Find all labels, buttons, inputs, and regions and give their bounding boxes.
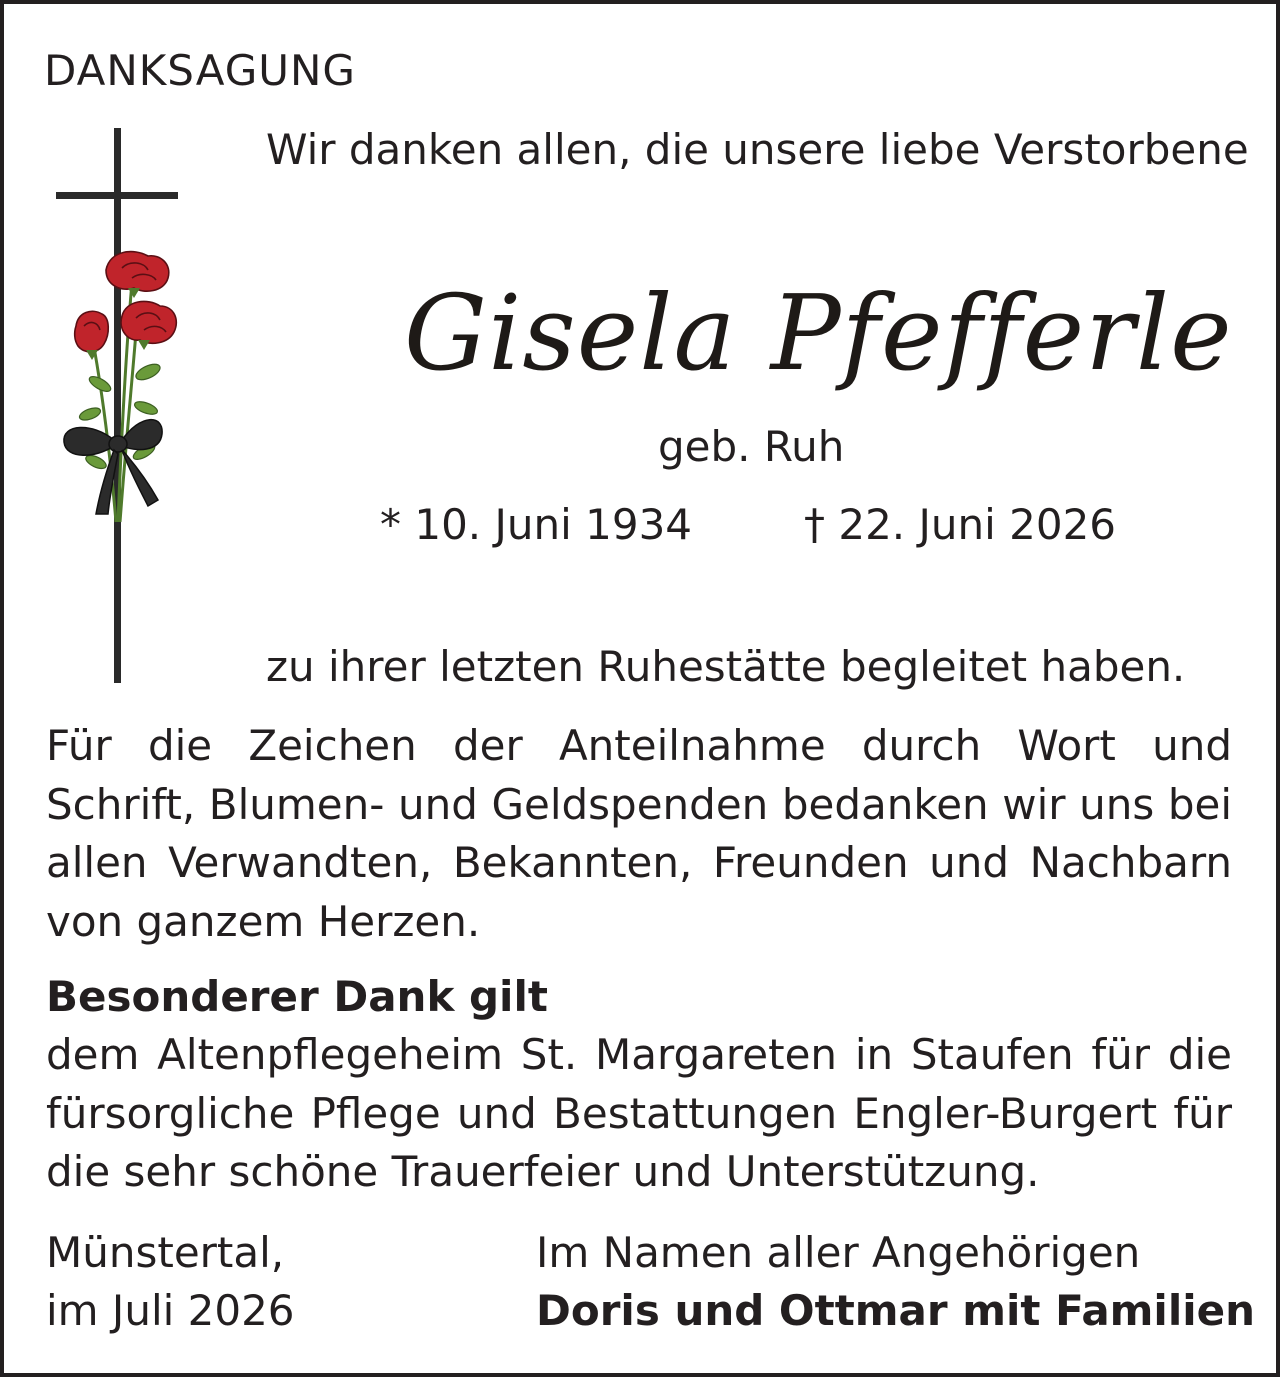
birth-date: * 10. Juni 1934: [380, 500, 693, 549]
special-thanks-paragraph: dem Altenpflegeheim St. Margareten in Staufen für die fürsorgliche Pflege und Bestattungen Engler-Burgert für die sehr schöne Trauerfeier und Unterstützung.: [46, 1030, 1232, 1196]
deceased-name: Gisela Pfefferle: [404, 272, 1233, 394]
place-date: [46, 1224, 295, 1340]
thanks-paragraph: Für die Zeichen der Anteilnahme durch Wort und Schrift, Blumen- und Geldspenden bedanken wir uns bei allen Verwandten, Bekannten, Freunden und Nachbarn von ganzem Herzen.: [46, 721, 1232, 946]
place: Münstertal,: [46, 1228, 285, 1277]
death-date: † 22. Juni 2026: [804, 500, 1117, 549]
date: im Juli 2026: [46, 1286, 295, 1335]
special-thanks-title: Besonderer Dank gilt: [46, 972, 548, 1021]
intro-line: Wir danken allen, die unsere liebe Verstorbene: [266, 125, 1249, 174]
signoff-names: Doris und Ottmar mit Familien: [536, 1286, 1256, 1335]
signoff: [536, 1224, 1255, 1340]
maiden-name: geb. Ruh: [658, 422, 845, 471]
outro-line: zu ihrer letzten Ruhestätte begleitet haben.: [266, 642, 1186, 691]
cross-with-roses-icon: [44, 122, 184, 692]
signoff-intro: Im Namen aller Angehörigen: [536, 1228, 1141, 1277]
notice-heading: DANKSAGUNG: [44, 46, 356, 95]
